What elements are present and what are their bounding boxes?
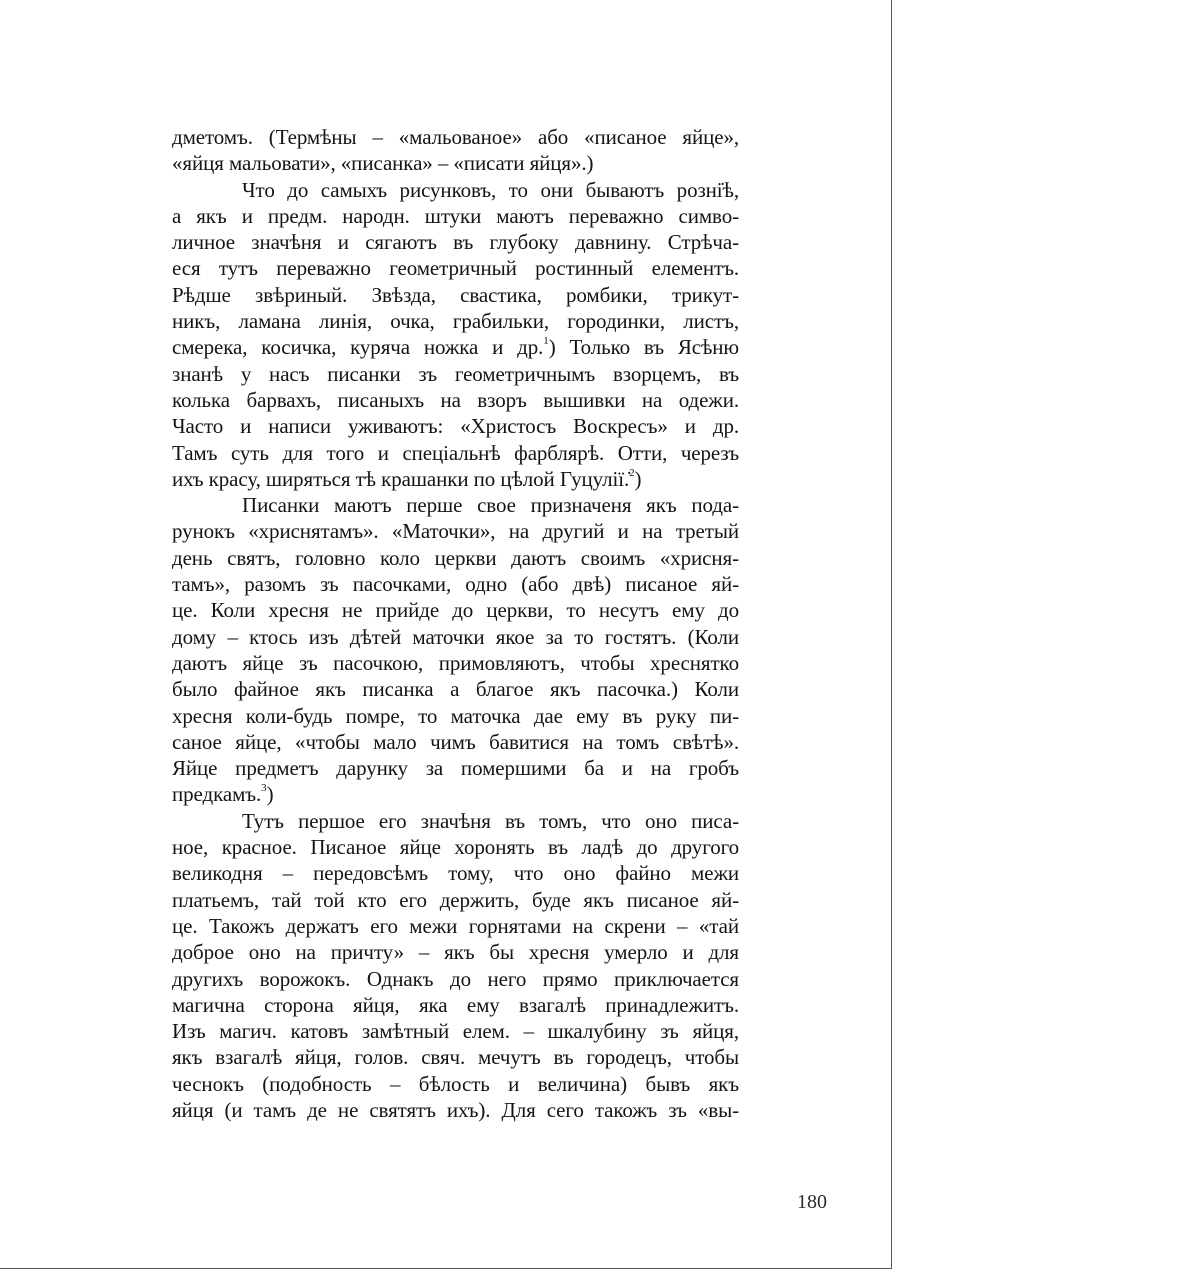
text-segment: ) xyxy=(634,466,642,491)
text-line: Часто и написи уживаютъ: «Христосъ Воскресъ» и др. xyxy=(172,414,739,439)
text-line-with-footnote xyxy=(172,466,739,492)
text-line: даютъ яйце зъ пасочкою, примовляютъ, чтобы хреснятко xyxy=(172,650,739,675)
text-line: Тамъ суть для того и спеціальнѣ фарблярѣ. Отти, черезъ xyxy=(172,440,739,465)
text-segment: ихъ красу, ширяться тѣ крашанки по цѣлой Гуцулії.̇ xyxy=(172,466,630,491)
text-line: це. Такожъ держатъ его межи горнятами на скрени – «тай xyxy=(172,913,739,938)
text-line: великодня – передовсѣмъ тому, что оно файно межи xyxy=(172,861,739,886)
text-line: еся тутъ переважно геометричный ростинный елементъ. xyxy=(172,256,739,281)
text-line: дметомъ. (Термѣны – «мальованое» або «писаное яйце», xyxy=(172,125,739,149)
text-line: колька барвахъ, писаныхъ на взоръ вышивки на одежи. xyxy=(172,387,739,412)
text-line: платьемъ, тай той кто его держить, буде якъ писаное яй- xyxy=(172,887,739,912)
text-line: Яйце предметъ дарунку за помершими ба и на гробъ xyxy=(172,756,739,781)
text-line: це. Коли хресня не прийде до церкви, то несутъ ему до xyxy=(172,598,739,623)
text-line: знанѣ у насъ писанки зъ геометричнымъ взорцемъ, въ xyxy=(172,361,739,386)
text-line: никъ, ламана линія, очка, грабильки, городинки, листъ, xyxy=(172,309,739,334)
text-line: якъ взагалѣ яйця, голов. свяч. мечутъ въ городецъ, чтобы xyxy=(172,1045,739,1070)
text-line: личное значѣня и сягаютъ въ глубоку давнину. Стрѣча- xyxy=(172,230,739,255)
text-line: ное, красное. Писаное яйце хоронять въ ладѣ до другого xyxy=(172,835,739,860)
paragraph-1 xyxy=(172,124,739,177)
paragraph-2 xyxy=(172,177,739,493)
text-line: Писанки маютъ перше свое призначеня якъ пода- xyxy=(242,493,739,518)
text-line: саное яйце, «чтобы мало чимъ бавитися на томъ свѣтѣ». xyxy=(172,729,739,754)
footnote-mark: 1 xyxy=(543,335,549,348)
text-line-with-footnote xyxy=(172,334,739,360)
text-line: Рѣдше звѣриный. Звѣзда, свастика, ромбики, трикут- xyxy=(172,282,739,307)
text-line: день святъ, головно коло церкви даютъ своимъ «хрисня- xyxy=(172,545,739,570)
text-line: Изъ магич. катовъ замѣтный елем. – шкалубину зъ яйця, xyxy=(172,1019,739,1044)
text-body xyxy=(172,124,739,1123)
page-number: 180 xyxy=(797,1191,827,1213)
text-segment: смерека, косичка, куряча ножка и др. xyxy=(172,335,544,360)
text-line: доброе оно на причту» – якъ бы хресня умерло и для xyxy=(172,940,739,965)
text-line: тамъ», разомъ зъ пасочками, одно (або двѣ) писаное яй- xyxy=(172,572,739,597)
text-line: рунокъ «хриснятамъ». «Маточки», на другий и на третый xyxy=(172,519,739,544)
text-line: Что до самыхъ рисунковъ, то они бываютъ розні̇ѣ, xyxy=(242,177,739,202)
text-line-with-footnote xyxy=(172,781,739,807)
paragraph-4 xyxy=(172,808,739,1124)
footnote-mark: 2 xyxy=(629,466,635,479)
text-line: «яйця мальовати», «писанка» – «писати яйця».) xyxy=(172,151,594,176)
text-segment: ) xyxy=(266,782,274,807)
text-line: дому – ктось изъ дѣтей маточки якое за то гостятъ. (Коли xyxy=(172,624,739,649)
text-line: а якъ и предм. народн. штуки маютъ переважно симво- xyxy=(172,203,739,228)
text-line: было файное якъ писанка а благое якъ пасочка.) Коли xyxy=(172,677,739,702)
text-line: Тутъ першое его значѣня въ томъ, что оно писа- xyxy=(242,808,739,833)
text-line: другихъ ворожокъ. Однакъ до него прямо приключается xyxy=(172,966,739,991)
text-segment: предкамъ. xyxy=(172,782,262,807)
text-line: магична сторона яйця, яка ему взагалѣ принадлежитъ. xyxy=(172,992,739,1017)
paragraph-3 xyxy=(172,492,739,808)
footnote-mark: 3 xyxy=(261,782,267,795)
text-line: хресня коли-будь помре, то маточка дае ему въ руку пи- xyxy=(172,703,739,728)
text-segment: ) Только въ Ясѣню xyxy=(548,335,739,360)
text-line: яйця (и тамъ де не святятъ ихъ). Для сего такожъ зъ «вы- xyxy=(172,1097,739,1122)
text-line: чеснокъ (подобность – бѣлость и величина) бывъ якъ xyxy=(172,1071,739,1096)
